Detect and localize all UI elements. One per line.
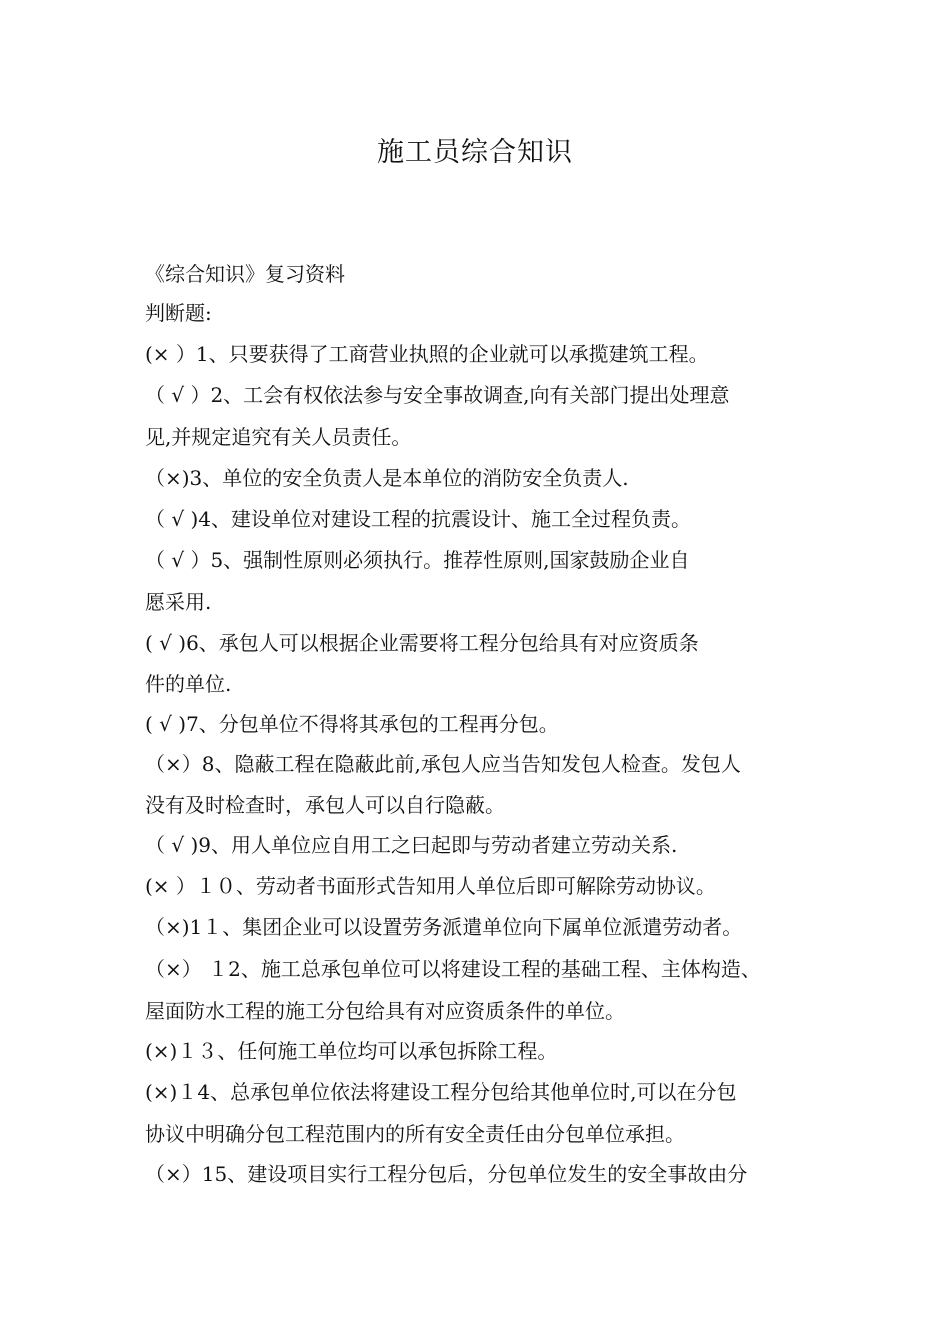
text-line: （ √ ）2、工会有权依法参与安全事故调查,向有关部门提出处理意 — [145, 383, 730, 407]
text-line: (× ）1、只要获得了工商营业执照的企业就可以承揽建筑工程。 — [145, 342, 709, 366]
text-line: （×）8、隐蔽工程在隐蔽此前,承包人应当告知发包人检查。发包人 — [145, 752, 741, 776]
text-line: (× ）１０、劳动者书面形式告知用人单位后即可解除劳动协议。 — [145, 874, 716, 898]
text-line: ( √ )6、承包人可以根据企业需要将工程分包给具有对应资质条 — [145, 631, 699, 655]
text-line: 协议中明确分包工程范围内的所有安全责任由分包单位承担。 — [145, 1122, 685, 1146]
text-line: （×)3、单位的安全负责人是本单位的消防安全负责人. — [145, 466, 629, 490]
text-line: （×)1１、集团企业可以设置劳务派遣单位向下属单位派遣劳动者。 — [145, 915, 743, 939]
section-heading: 《综合知识》复习资料 — [145, 262, 345, 286]
text-line: （ √ )9、用人单位应自用工之曰起即与劳动者建立劳动关系. — [145, 833, 678, 857]
text-line: 愿采用. — [145, 590, 212, 614]
text-line: （×） １2、施工总承包单位可以将建设工程的基础工程、主体构造、 — [145, 957, 761, 981]
text-line: （ √ ）5、强制性原则必须执行。推荐性原则,国家鼓励企业自 — [145, 548, 690, 572]
text-line: (×)１4、总承包单位依法将建设工程分包给其他单位时,可以在分包 — [145, 1080, 737, 1104]
text-line: (×)１３、任何施工单位均可以承包拆除工程。 — [145, 1039, 558, 1063]
text-line: 见,并规定追究有关人员责任。 — [145, 425, 412, 449]
subsection-heading: 判断题: — [145, 301, 212, 325]
page-title: 施工员综合知识 — [377, 137, 573, 168]
text-line: （ √ )4、建设单位对建设工程的抗震设计、施工全过程负责。 — [145, 507, 691, 531]
text-line: ( √ )7、分包单位不得将其承包的工程再分包。 — [145, 712, 559, 736]
text-line: （×）15、建设项目实行工程分包后，分包单位发生的安全事故由分 — [145, 1162, 748, 1186]
text-line: 屋面防水工程的施工分包给具有对应资质条件的单位。 — [145, 999, 625, 1023]
text-line: 件的单位. — [145, 672, 232, 696]
text-line: 没有及时检查时，承包人可以自行隐蔽。 — [145, 793, 505, 817]
